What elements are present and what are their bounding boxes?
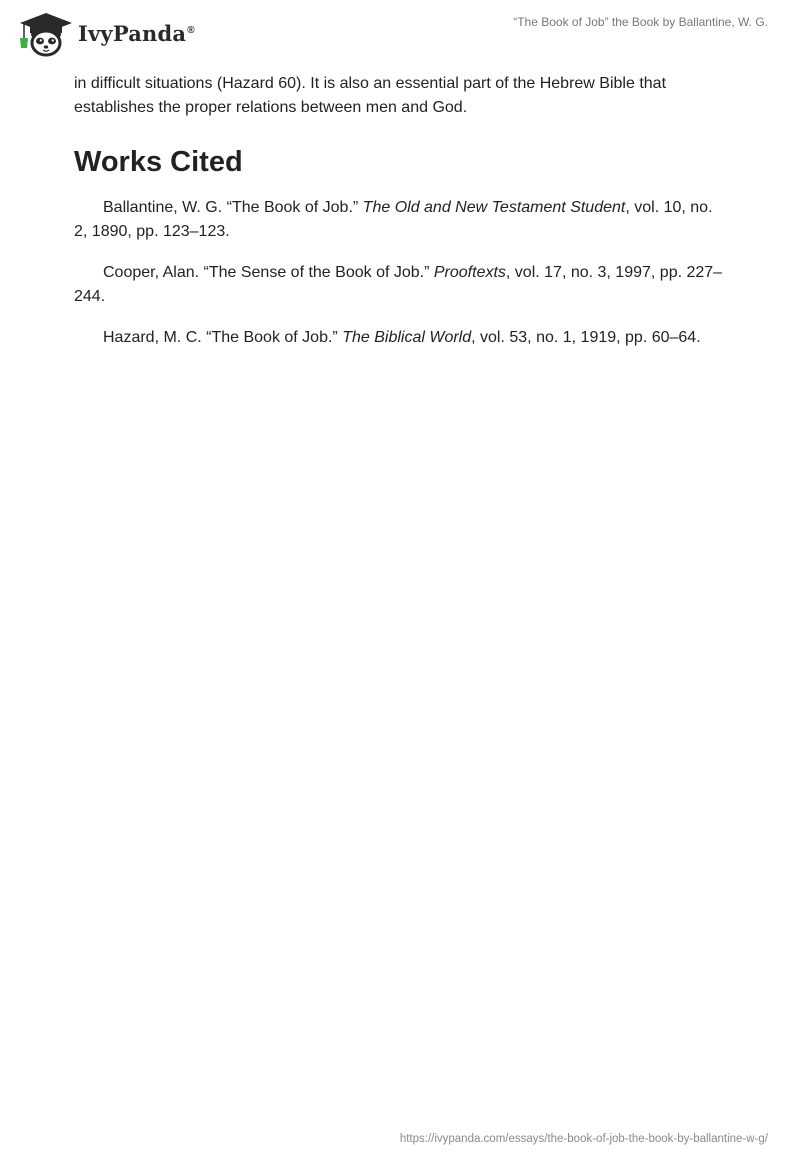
ivypanda-logo[interactable] [16,8,195,58]
reference-details: , vol. 53, no. 1, 1919, pp. 60–64. [471,329,701,346]
document-body [74,72,724,367]
reference-author-title: Hazard, M. C. “The Book of Job.” [103,329,343,346]
reference-source-title: The Old and New Testament Student [362,199,626,216]
panda-graduate-icon [16,8,74,58]
works-cited-heading: Works Cited [74,146,243,178]
reference-entry [74,261,724,309]
reference-author-title: Ballantine, W. G. “The Book of Job.” [103,199,363,216]
registered-mark: ® [187,24,195,36]
reference-source-title: The Biblical World [342,329,472,346]
source-url[interactable]: https://ivypanda.com/essays/the-book-of-job-the-book-by-ballantine-w-g/ [399,1133,768,1145]
intro-paragraph: in difficult situations (Hazard 60). It is also an essential part of the Hebrew Bible that establishes the proper relations between men and God. [74,75,667,116]
logo-wordmark: IvyPanda® [78,20,195,46]
reference-author-title: Cooper, Alan. “The Sense of the Book of Job.” [103,264,434,281]
running-title: “The Book of Job” the Book by Ballantine, W. G. [513,15,768,29]
reference-details: , vol. 10, no. 2, 1890, pp. 123–123. [74,199,713,240]
reference-entry [74,326,724,350]
reference-details: , vol. 17, no. 3, 1997, pp. 227–244. [74,264,723,305]
page-header [0,0,800,64]
reference-entry [74,196,724,244]
references-list [74,196,724,350]
reference-source-title: Prooftexts [433,264,506,281]
